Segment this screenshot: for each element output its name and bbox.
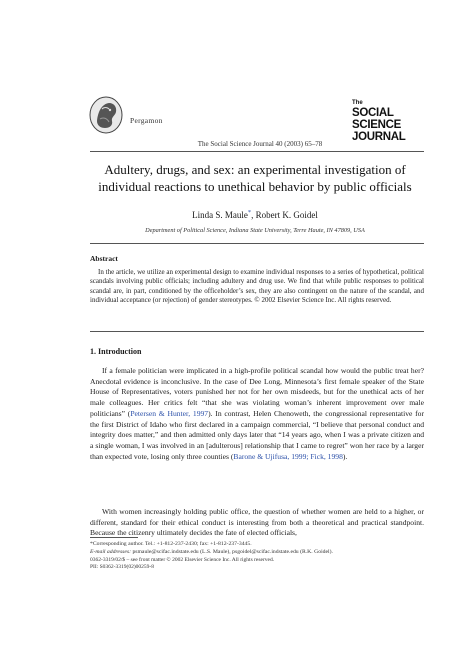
article-title: Adultery, drugs, and sex: an experimental investigation of individual reactions to unethical behavior by public officials xyxy=(98,162,412,194)
publisher-name: Pergamon xyxy=(130,116,163,125)
email-label: E-mail addresses: xyxy=(90,549,132,555)
citation-barone-fick[interactable]: Barone & Ujifusa, 1999; Fick, 1998 xyxy=(233,451,343,461)
pii-line: PII: S0362-3319(02)00259-8 xyxy=(90,564,155,570)
intro-paragraph-2: With women increasingly holding public office, the question of whether women are held to a higher, or different, standard for their ethical conduct is interesting from both a theoretical and practical standpoint. Because the citizenry ultimately decides the fate of elected officials, xyxy=(90,507,424,538)
section-heading-introduction: 1. Introduction xyxy=(90,347,142,356)
abstract-text: In the article, we utilize an experimental design to examine individual responses to a series of hypothetical, political scandals involving public officials; including adultery and drug use. We find that while public responses to political scandal are, in part, conditioned by the officeholder’s sex, they are also contingent on the nature of the scandal, and individual acceptance (or rejection) of gender stereotypes. © 2002 Elsevier Science Inc. All rights reserved. xyxy=(90,268,424,305)
intro-paragraph-1 xyxy=(90,366,424,462)
author-line xyxy=(80,209,430,220)
journal-logo xyxy=(352,100,422,143)
intro-p1-text-b: ). In contrast, Helen Chenoweth, the congressional representative for the first District of Idaho who first declared in a campaign commercial, “I believe that personal conduct and integrity does matter,” and then admitted only days later that “14 years ago, when I was a private citizen and a single woman, I was involved in an [adulterous] relationship that I came to regret” won her race by a larger than expected vote, losing only three counties ( xyxy=(90,408,425,461)
citation-petersen-hunter[interactable]: Petersen & Hunter, 1997 xyxy=(130,408,209,418)
intro-p1-text-c: ). xyxy=(342,451,348,461)
copyright-line: 0362-3319/02/$ – see front matter © 2002 Elsevier Science Inc. All rights reserved. xyxy=(90,557,275,563)
abstract-bottom-divider xyxy=(90,331,424,332)
journal-reference: The Social Science Journal 40 (2003) 65–78 xyxy=(197,140,323,148)
abstract-top-divider xyxy=(90,243,424,244)
footnote-corresponding: *Corresponding author. Tel.: +1-812-237-2430; fax: +1-812-237-3445. xyxy=(90,541,252,547)
footnote-divider xyxy=(90,537,138,538)
email-addresses: psmaule@scifac.indstate.edu (L.S. Maule), psgoidel@scifac.indstate.edu (R.K. Goidel). xyxy=(131,549,333,555)
journal-logo-the: The xyxy=(352,100,363,106)
author-maule: Linda S. Maule xyxy=(192,210,248,220)
affiliation: Department of Political Science, Indiana State University, Terre Haute, IN 47809, USA xyxy=(145,227,365,234)
pergamon-logo-icon xyxy=(88,95,124,135)
journal-logo-social: SOCIAL xyxy=(352,107,394,119)
header-divider xyxy=(90,151,424,152)
corresponding-author-link[interactable]: * xyxy=(247,209,252,216)
abstract-heading: Abstract xyxy=(90,254,118,263)
journal-logo-journal: JOURNAL xyxy=(352,131,406,143)
journal-logo-science: SCIENCE xyxy=(352,119,402,131)
author-goidel: , Robert K. Goidel xyxy=(251,210,318,220)
intro-p1-text-a: If a female politician were implicated in a high-profile political scandal how would the public treat her? Anecdotal evidence is inconclusive. In the case of Dee Long, Minnesota’s first female speaker of the State House of Representatives, voters punished her not for her own misdeeds, but for the unethical acts of her male colleagues. Her critics felt “that she was violating woman’s inherent improvement over male politicians” ( xyxy=(90,366,424,418)
footnote-emails xyxy=(90,549,424,557)
